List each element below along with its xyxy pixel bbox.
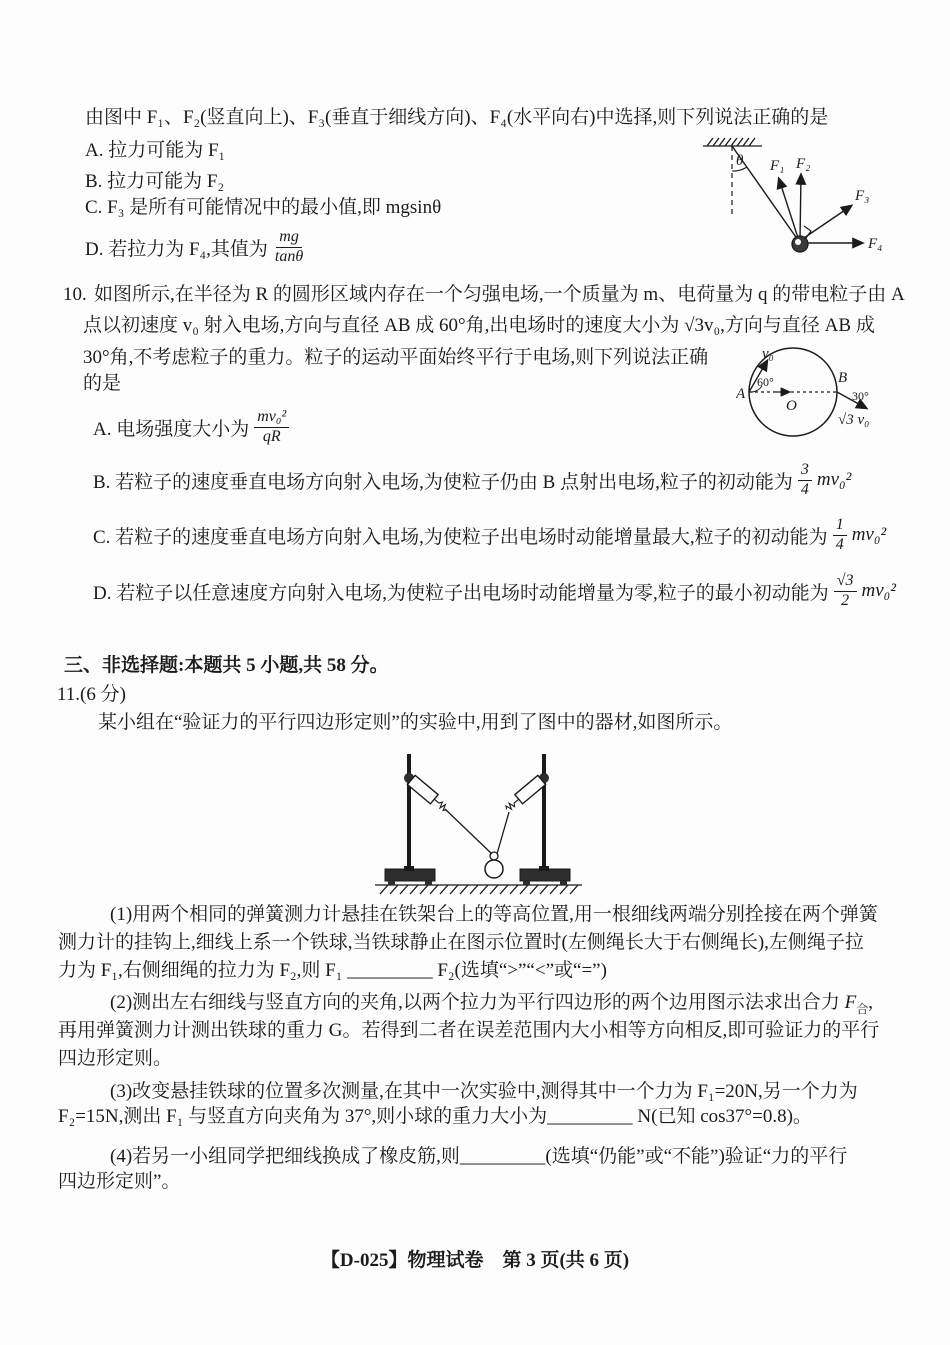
q10-option-a-text: A. 电场强度大小为: [93, 418, 250, 440]
f2-label: F₂: [796, 156, 811, 172]
q10-option-c-suffix: mv₀²: [851, 524, 887, 545]
left-string: [445, 809, 492, 854]
ball-ring: [490, 852, 498, 860]
point-b-label: B: [838, 370, 848, 386]
exit-velocity-label: √3 v₀: [838, 412, 870, 428]
q10-option-c: [93, 512, 886, 558]
theta-label: θ: [736, 153, 744, 169]
q11-part2-line2: 再用弹簧测力计测出铁球的重力 G。若得到二者在误差范围内大小相等方向相反,即可验证力的平行: [58, 1020, 880, 1041]
angle60-label: 60°: [757, 375, 774, 389]
f4-label: F₄: [868, 236, 883, 252]
q10-option-d-text: D. 若粒子以任意速度方向射入电场,为使粒子出电场时动能增量为零,粒子的最小初动能为: [93, 582, 829, 604]
q10-line4: 的是: [83, 373, 122, 394]
q10-option-b-fraction: $\frac{3}{4}$: [798, 461, 812, 500]
q9-option-b: B. 拉力可能为 F₂: [85, 171, 225, 192]
q10-line2: 点以初速度 v₀ 射入电场,方向与直径 AB 成 60°角,出电场时的速度大小为 √3v₀,方向与直径 AB 成: [83, 315, 875, 336]
ground-hatch: [375, 885, 582, 894]
right-string: [497, 812, 509, 854]
q9-option-a: A. 拉力可能为 F₁: [85, 140, 226, 161]
section3-title: 三、非选择题:本题共 5 小题,共 58 分。: [64, 655, 389, 676]
q9-intro: 由图中 F₁、F₂(竖直向上)、F₃(垂直于细线方向)、F₄(水平向右)中选择,则下列说法正确的是: [85, 107, 829, 128]
q11-part2-line3: 四边形定则。: [58, 1048, 173, 1069]
q10-line3: 30°角,不考虑粒子的重力。粒子的运动平面始终平行于电场,则下列说法正确: [83, 347, 709, 368]
right-base-foot: [560, 881, 567, 885]
q10-option-c-text: C. 若粒子的速度垂直电场方向射入电场,为使粒子出电场时动能增量最大,粒子的初动能为: [93, 526, 828, 548]
ball-highlight: [795, 239, 801, 245]
q9-figure: [690, 126, 938, 274]
iron-ball: [485, 860, 503, 878]
left-pole-socket: [404, 866, 414, 871]
q11-header: 11.(6 分): [57, 684, 126, 705]
point-a-label: A: [736, 386, 746, 402]
q9-option-d-fraction: $\frac{mg}{\tan\theta}$: [274, 227, 304, 265]
left-base-foot: [425, 881, 432, 885]
q10-option-b-suffix: mv₀²: [816, 469, 852, 490]
q11-part3-line2: F₂=15N,测出 F₁ 与竖直方向夹角为 37°,则小球的重力大小为_________ N(已知 cos37°=0.8)。: [58, 1106, 812, 1127]
q11-part1-line1: (1)用两个相同的弹簧测力计悬挂在铁架台上的等高位置,用一根细线两端分别拴接在两个弹簧: [110, 904, 878, 925]
q10-option-d: [93, 566, 896, 616]
force-f3-arrow: [801, 206, 851, 240]
q10-option-a-fraction: $\frac{\text{mv₀²}}{qR}$: [254, 408, 289, 447]
center-o-label: O: [786, 398, 797, 414]
f3-label: F₃: [855, 188, 870, 204]
q10-option-b: [93, 457, 851, 503]
q11-intro: 某小组在“验证力的平行四边形定则”的实验中,用到了图中的器材,如图所示。: [98, 712, 733, 733]
q11-part3-line1: (3)改变悬挂铁球的位置多次测量,在其中一次实验中,测得其中一个力为 F₁=20N,另一个力为: [110, 1081, 858, 1102]
q10-option-a: [93, 404, 294, 450]
left-base-foot: [388, 881, 395, 885]
q11-part1-line2: 测力计的挂钩上,细线上系一个铁球,当铁球静止在图示位置时(左侧绳长大于右侧绳长),左侧绳子拉: [58, 932, 864, 953]
q10-option-d-suffix: mv₀²: [861, 580, 896, 601]
force-f2-arrow: [800, 175, 801, 240]
q10-option-d-fraction: $\frac{√3}{2}$: [834, 572, 857, 611]
q11-part1-line3: 力为 F₁,右侧细绳的拉力为 F₂,则 F₁ _________ F₂(选填“>”“<”或“=”): [58, 960, 607, 981]
q10-line1: 如图所示,在半径为 R 的圆形区域内存在一个匀强电场,一个质量为 m、电荷量为 q 的带电粒子由 A: [94, 284, 905, 305]
q11-part4-line1: (4)若另一小组同学把细线换成了橡皮筋,则_________(选填“仍能”或“不能”)验证“力的平行: [110, 1146, 848, 1167]
q11-part2-line1-punct: ,: [868, 992, 874, 1013]
q11-figure: [330, 746, 640, 898]
q11-part2-line1: [110, 991, 873, 1021]
angle30-label: 30°: [852, 389, 869, 403]
q10-option-c-fraction: $\frac{1}{4}$: [833, 516, 847, 555]
page-footer: 【D-025】物理试卷 第 3 页(共 6 页): [320, 1250, 630, 1271]
q10-option-b-text: B. 若粒子的速度垂直电场方向射入电场,为使粒子仍由 B 点射出电场,粒子的初动能为: [93, 471, 793, 493]
f-he-symbol: F: [844, 992, 857, 1013]
q10-number: 10.: [63, 284, 87, 305]
q9-option-d-text: D. 若拉力为 F₄,其值为: [85, 238, 268, 260]
q11-part2-line1-text: (2)测出左右细线与竖直方向的夹角,以两个拉力为平行四边形的两个边用图示法求出合力: [110, 992, 845, 1013]
right-pole-socket: [539, 866, 549, 871]
q9-option-c: C. F₃ 是所有可能情况中的最小值,即 mgsinθ: [85, 197, 442, 218]
right-base-foot: [523, 881, 530, 885]
v0-label: v₀: [762, 346, 774, 362]
q11-part4-line2: 四边形定则”。: [58, 1171, 181, 1192]
f-he-subscript: 合: [856, 1002, 869, 1016]
force-f1-arrow: [779, 179, 799, 241]
ceiling-hatch: [703, 138, 762, 146]
f1-label: F₁: [770, 158, 785, 174]
q9-option-d: [85, 224, 310, 270]
q10-figure: [736, 344, 906, 464]
